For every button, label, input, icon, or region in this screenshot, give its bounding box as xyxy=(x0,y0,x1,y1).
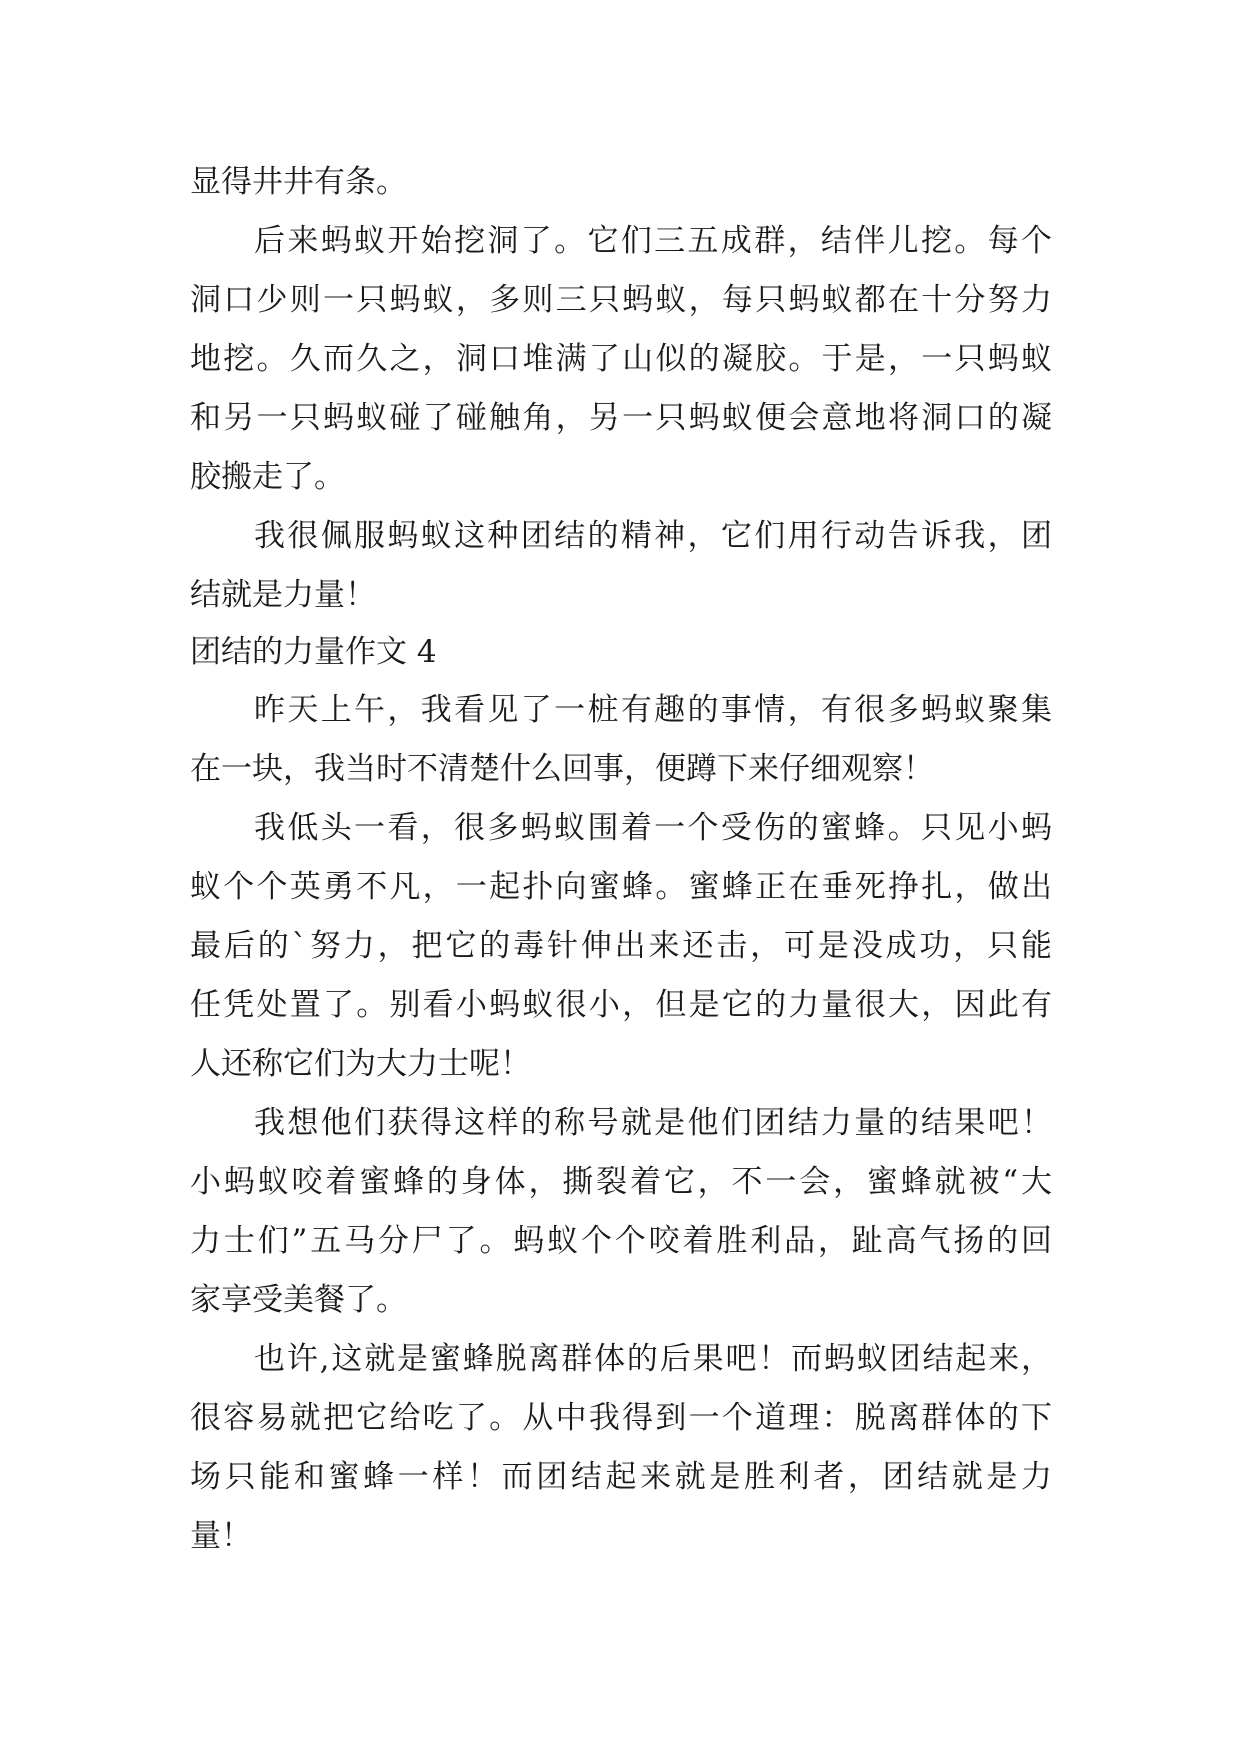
text-line: 结就是力量！ xyxy=(190,577,376,613)
text-line: 后来蚂蚁开始挖洞了。它们三五成群，结伴儿挖。每个 xyxy=(254,223,1052,259)
text-line: 蚁个个英勇不凡，一起扑向蜜蜂。蜜蜂正在垂死挣扎，做出 xyxy=(190,869,1052,905)
text-line: 最后的`努力，把它的毒针伸出来还击，可是没成功，只能 xyxy=(190,928,1052,964)
text-line: 地挖。久而久之，洞口堆满了山似的凝胶。于是，一只蚂蚁 xyxy=(190,341,1052,377)
text-line: 小蚂蚁咬着蜜蜂的身体，撕裂着它，不一会，蜜蜂就被“大 xyxy=(190,1164,1052,1200)
text-line: 力士们”五马分尸了。蚂蚁个个咬着胜利品，趾高气扬的回 xyxy=(190,1223,1052,1259)
text-line: 很容易就把它给吃了。从中我得到一个道理：脱离群体的下 xyxy=(190,1400,1052,1436)
text-line: 场只能和蜜蜂一样！而团结起来就是胜利者，团结就是力 xyxy=(190,1459,1052,1495)
text-line: 我低头一看，很多蚂蚁围着一个受伤的蜜蜂。只见小蚂 xyxy=(254,810,1052,846)
text-line: 我很佩服蚂蚁这种团结的精神，它们用行动告诉我，团 xyxy=(254,518,1052,554)
text-line: 人还称它们为大力士呢！ xyxy=(190,1046,531,1082)
section-heading: 团结的力量作文 4 xyxy=(190,634,437,670)
text-line: 也许,这就是蜜蜂脱离群体的后果吧！而蚂蚁团结起来， xyxy=(254,1341,1052,1377)
text-line: 显得井井有条。 xyxy=(190,164,407,200)
text-line: 我想他们获得这样的称号就是他们团结力量的结果吧！ xyxy=(254,1105,1052,1141)
text-line: 和另一只蚂蚁碰了碰触角，另一只蚂蚁便会意地将洞口的凝 xyxy=(190,400,1052,436)
text-line: 洞口少则一只蚂蚁，多则三只蚂蚁，每只蚂蚁都在十分努力 xyxy=(190,282,1052,318)
text-line: 家享受美餐了。 xyxy=(190,1282,407,1318)
text-line: 胶搬走了。 xyxy=(190,459,345,495)
text-line: 昨天上午，我看见了一桩有趣的事情，有很多蚂蚁聚集 xyxy=(254,692,1052,728)
text-line: 任凭处置了。别看小蚂蚁很小，但是它的力量很大，因此有 xyxy=(190,987,1052,1023)
text-line: 量！ xyxy=(190,1518,252,1554)
text-line: 在一块，我当时不清楚什么回事，便蹲下来仔细观察！ xyxy=(190,751,934,787)
